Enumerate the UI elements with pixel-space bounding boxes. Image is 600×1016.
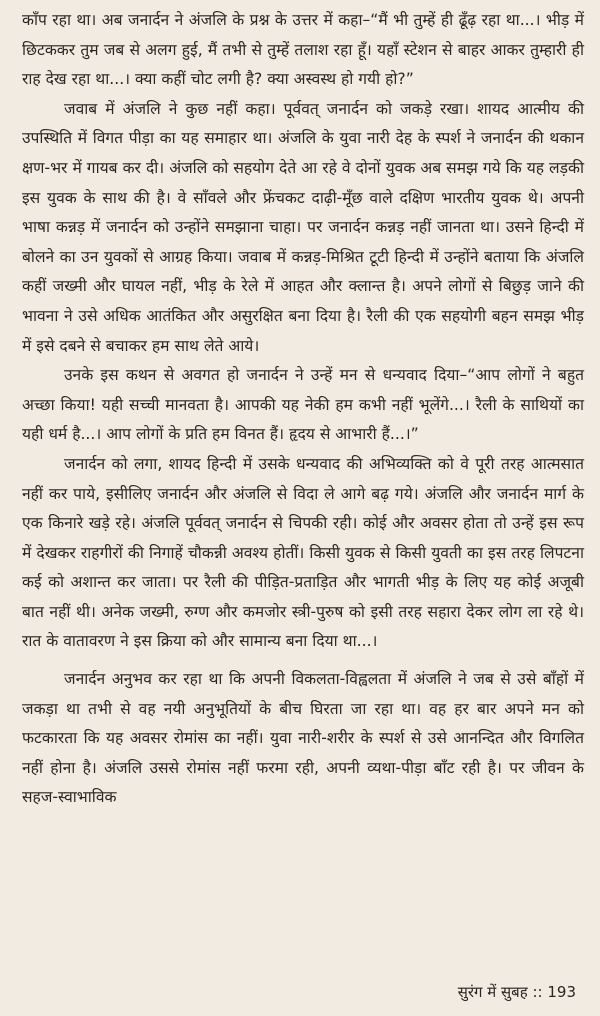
page-footer [458,982,576,1002]
paragraph-1: काँप रहा था। अब जनार्दन ने अंजलि के प्रश्न के उत्तर में कहा–“मैं भी तुम्हें ही ढूँढ़ रहा था...। भीड़ में छिटककर तुम जब से अलग हुई, मैं तभी से तुम्हें तलाश रहा हूँ। यहाँ स्टेशन से बाहर आकर तुम्हारी ही राह देख रहा था...। क्या कहीं चोट लगी है? क्या अस्वस्थ हो गयी हो?” [22,11,584,89]
paragraph-2: जवाब में अंजलि ने कुछ नहीं कहा। पूर्ववत् जनार्दन को जकड़े रखा। शायद आत्मीय की उपस्थिति में विगत पीड़ा का यह समाहार था। अंजलि के युवा नारी देह के स्पर्श ने जनार्दन की थकान क्षण-भर में गायब कर दी। अंजलि को सहयोग देते आ रहे वे दोनों युवक अब समझ गये कि यह लड़की इस युवक के साथ की है। वे साँवले और फ्रेंचकट दाढ़ी-मूँछ वाले दक्षिण भारतीय युवक थे। अपनी भाषा कन्नड़ में जनार्दन को उन्होंने समझाना चाहा। पर जनार्दन कन्नड़ नहीं जानता था। उसने हिन्दी में बोलने का उन युवकों से आग्रह किया। जवाब में कन्नड़-मिश्रित टूटी हिन्दी में उन्होंने बताया कि अंजलि कहीं जख्मी और घायल नहीं, भीड़ के रेले में आहत और क्लान्त है। अपने लोगों से बिछुड़ जाने की भावना ने उसे अधिक आतंकित और असुरक्षित बना दिया है। रैली की एक सहयोगी बहन समझ भीड़ में इसे दबने से बचाकर हम साथ लेते आये। [22,99,584,355]
paragraph-4: जनार्दन को लगा, शायद हिन्दी में उसके धन्यवाद की अभिव्यक्ति को वे पूरी तरह आत्मसात नहीं कर पाये, इसीलिए जनार्दन और अंजलि से विदा ले आगे बढ़ गये। अंजलि और जनार्दन मार्ग के एक किनारे खड़े रहे। अंजलि पूर्ववत् जनार्दन से चिपकी रही। कोई और अवसर होता तो उन्हें इस रूप में देखकर राहगीरों की निगाहें चौकन्नी अवश्य होतीं। किसी युवक से किसी युवती का इस तरह लिपटना कई को अशान्त कर जाता। पर रैली की पीड़ित-प्रताड़ित और भागती भीड़ के लिए यह कोई अजूबी बात नहीं थी। अनेक जख्मी, रुग्ण और कमजोर स्त्री-पुरुष को इसी तरह सहारा देकर लोग ला रहे थे। रात के वातावरण ने इस क्रिया को और सामान्य बना दिया था...। [22,454,584,651]
footer-separator: :: [532,983,543,1001]
book-title: सुरंग में सुबह [457,983,528,1001]
page-number: 193 [547,983,576,1001]
paragraph-3: उनके इस कथन से अवगत हो जनार्दन ने उन्हें मन से धन्यवाद दिया–“आप लोगों ने बहुत अच्छा किया! यही सच्ची मानवता है। आपकी यह नेकी हम कभी नहीं भूलेंगे...। रैली के साथियों का यही धर्म है...। आप लोगों के प्रति हम विनत हैं। हृदय से आभारी हैं...।” [22,366,584,444]
paragraph-5: जनार्दन अनुभव कर रहा था कि अपनी विकलता-विह्वलता में अंजलि ने जब से उसे बाँहों में जकड़ा था तभी से वह नयी अनुभूतियों के बीच घिरता जा रहा था। वह हर बार अपने मन को फटकारता कि यह अवसर रोमांस का नहीं। युवा नारी-शरीर के स्पर्श से उसे आनन्दित और विगलित नहीं होना है। अंजलि उससे रोमांस नहीं फरमा रही, अपनी व्यथा-पीड़ा बाँट रही है। पर जीवन के सहज-स्वाभाविक [22,670,584,807]
